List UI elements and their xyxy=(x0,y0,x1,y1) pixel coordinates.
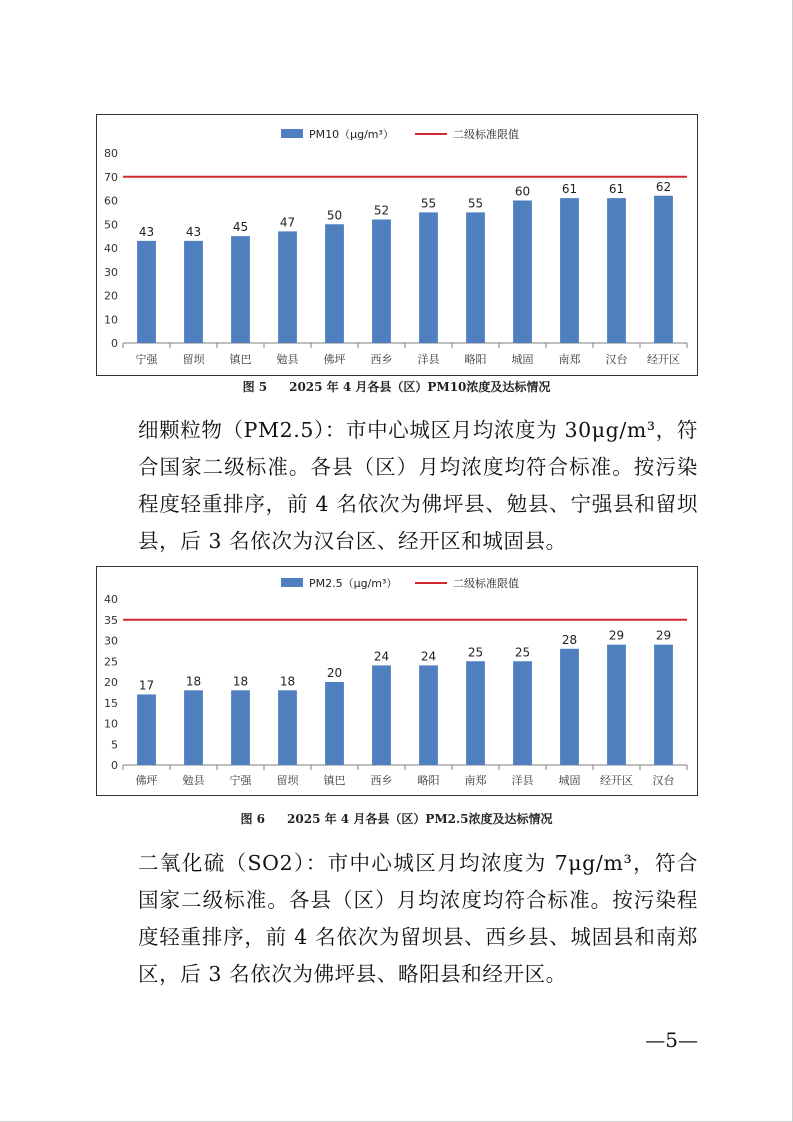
data-label: 45 xyxy=(232,220,249,235)
y-tick-label: 10 xyxy=(104,717,118,731)
bar-洋县 xyxy=(513,661,532,765)
data-label: 55 xyxy=(420,196,437,211)
category-label: 洋县 xyxy=(417,353,440,366)
data-label: 29 xyxy=(655,628,672,643)
y-tick-label: 20 xyxy=(104,676,118,689)
y-tick-label: 30 xyxy=(104,634,118,648)
y-tick-label: 15 xyxy=(104,696,118,710)
data-label: 60 xyxy=(514,184,531,199)
y-tick-label: 35 xyxy=(104,613,118,627)
data-label: 25 xyxy=(514,645,531,660)
legend-label-series: PM2.5（μg/m³） xyxy=(309,577,398,590)
legend-swatch-bar xyxy=(281,578,303,587)
chart-pm25-svg xyxy=(97,567,699,797)
category-label: 汉台 xyxy=(605,353,628,366)
category-label: 城固 xyxy=(511,353,534,366)
bar-经开区 xyxy=(654,196,673,343)
paragraph-so2 xyxy=(96,845,698,993)
category-label: 勉县 xyxy=(182,774,205,787)
bar-佛坪 xyxy=(325,224,344,343)
y-tick-label: 25 xyxy=(104,655,118,669)
category-label: 西乡 xyxy=(370,774,393,787)
data-label: 43 xyxy=(185,224,202,239)
bar-汉台 xyxy=(654,645,673,765)
y-tick-label: 40 xyxy=(104,242,118,255)
data-label: 24 xyxy=(373,649,390,664)
data-label: 29 xyxy=(608,628,625,643)
bar-略阳 xyxy=(466,212,485,343)
figure5-label: 图 5 xyxy=(242,380,268,394)
bar-南郑 xyxy=(466,661,485,765)
data-label: 55 xyxy=(467,196,484,211)
category-label: 宁强 xyxy=(229,774,252,787)
bar-南郑 xyxy=(560,198,579,343)
data-label: 61 xyxy=(561,182,578,197)
data-label: 28 xyxy=(561,632,578,647)
bar-留坝 xyxy=(278,690,297,765)
figure6-label: 图 6 xyxy=(240,812,266,826)
legend-swatch-bar xyxy=(281,129,303,138)
data-label: 52 xyxy=(373,203,390,218)
category-label: 洋县 xyxy=(511,774,534,787)
category-label: 西乡 xyxy=(370,353,393,366)
category-label: 留坝 xyxy=(276,774,299,787)
y-tick-label: 0 xyxy=(111,759,118,772)
category-label: 留坝 xyxy=(182,353,205,366)
data-label: 50 xyxy=(326,208,343,223)
paragraph-pm25 xyxy=(96,412,698,560)
paragraph-pm25-text: 细颗粒物（PM2.5）：市中心城区月均浓度为 30μg/m³，符合国家二级标准。各县（区）月均浓度均符合标准。按污染程度轻重排序，前 4 名依次为佛坪县、勉县、宁强县和留坝县，后 3 名依次为汉台区、经开区和城固县。 xyxy=(138,418,698,553)
page-number: —5— xyxy=(645,1028,698,1052)
figure5-caption xyxy=(0,378,793,395)
category-label: 略阳 xyxy=(464,353,487,366)
y-tick-label: 20 xyxy=(104,289,118,303)
bar-宁强 xyxy=(137,241,156,343)
legend-label-series: PM10（μg/m³） xyxy=(309,128,394,141)
y-tick-label: 50 xyxy=(104,218,118,232)
y-tick-label: 10 xyxy=(104,313,118,327)
bar-佛坪 xyxy=(137,694,156,765)
category-label: 勉县 xyxy=(276,353,299,366)
category-label: 经开区 xyxy=(600,774,633,787)
y-tick-label: 0 xyxy=(111,337,118,350)
bar-镇巴 xyxy=(231,236,250,343)
data-label: 47 xyxy=(279,215,296,230)
bar-西乡 xyxy=(372,220,391,344)
bar-城固 xyxy=(513,201,532,344)
bar-镇巴 xyxy=(325,682,344,765)
bar-勉县 xyxy=(278,231,297,343)
category-label: 经开区 xyxy=(647,353,680,366)
category-label: 南郑 xyxy=(558,353,581,366)
category-label: 镇巴 xyxy=(229,353,252,366)
data-label: 61 xyxy=(608,182,625,197)
category-label: 汉台 xyxy=(652,774,675,787)
data-label: 18 xyxy=(185,674,202,689)
bar-西乡 xyxy=(372,665,391,765)
y-tick-label: 40 xyxy=(104,593,118,606)
category-label: 略阳 xyxy=(417,774,440,787)
chart-pm10-svg xyxy=(97,115,699,377)
data-label: 24 xyxy=(420,649,437,664)
figure5-title: 2025 年 4 月各县（区）PM10浓度及达标情况 xyxy=(289,380,551,394)
y-tick-label: 60 xyxy=(104,194,118,208)
data-label: 43 xyxy=(138,224,155,239)
category-label: 宁强 xyxy=(135,353,158,366)
data-label: 17 xyxy=(138,678,155,693)
bar-汉台 xyxy=(607,198,626,343)
bar-经开区 xyxy=(607,645,626,765)
bar-略阳 xyxy=(419,665,438,765)
figure6-title: 2025 年 4 月各县（区）PM2.5浓度及达标情况 xyxy=(287,812,553,826)
figure6-caption xyxy=(0,810,793,827)
data-label: 62 xyxy=(655,179,672,194)
category-label: 佛坪 xyxy=(135,774,158,787)
category-label: 城固 xyxy=(558,774,581,787)
y-tick-label: 80 xyxy=(104,147,118,160)
chart-pm25 xyxy=(96,566,698,796)
bar-城固 xyxy=(560,649,579,765)
y-tick-label: 5 xyxy=(111,738,118,752)
legend-label-limit: 二级标准限值 xyxy=(453,128,519,141)
legend-label-limit: 二级标准限值 xyxy=(453,577,519,590)
data-label: 20 xyxy=(326,666,343,680)
bar-留坝 xyxy=(184,241,203,343)
bar-勉县 xyxy=(184,690,203,765)
bar-洋县 xyxy=(419,212,438,343)
bar-宁强 xyxy=(231,690,250,765)
y-tick-label: 30 xyxy=(104,265,118,279)
category-label: 南郑 xyxy=(464,774,487,787)
paragraph-so2-text: 二氧化硫（SO2）：市中心城区月均浓度为 7μg/m³，符合国家二级标准。各县（区）月均浓度均符合标准。按污染程度轻重排序，前 4 名依次为留坝县、西乡县、城固县和南郑区，后 3 名依次为佛坪县、略阳县和经开区。 xyxy=(138,851,698,986)
data-label: 18 xyxy=(279,674,296,689)
data-label: 18 xyxy=(232,674,249,689)
y-tick-label: 70 xyxy=(104,170,118,184)
category-label: 佛坪 xyxy=(323,353,346,366)
category-label: 镇巴 xyxy=(323,774,346,787)
data-label: 25 xyxy=(467,645,484,660)
chart-pm10 xyxy=(96,114,698,376)
